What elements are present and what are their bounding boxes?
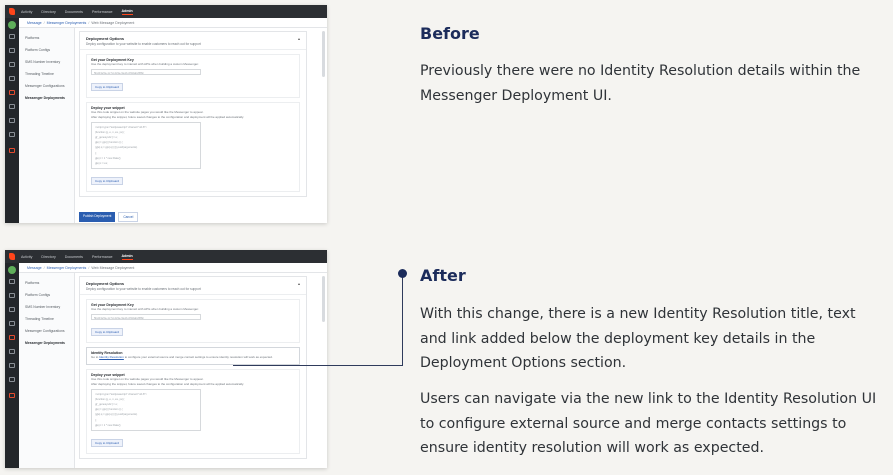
code-line: g[e].t = 1 * new Date(); bbox=[95, 423, 122, 427]
status-icon[interactable] bbox=[9, 393, 15, 398]
panel-description: Deploy configuration to your website to enable customers to reach out for support bbox=[86, 42, 201, 46]
inbox-icon[interactable] bbox=[9, 104, 15, 109]
nav-activity[interactable]: Activity bbox=[21, 254, 33, 259]
nav-directory[interactable]: Directory bbox=[41, 254, 56, 259]
scrollbar[interactable] bbox=[322, 276, 325, 322]
menu-item-messenger-deployments[interactable]: Messenger Deployments bbox=[25, 96, 65, 100]
genesys-logo-icon bbox=[9, 253, 15, 260]
snippet-section bbox=[86, 369, 300, 454]
breadcrumb-message[interactable]: Message bbox=[27, 20, 42, 25]
nav-documents[interactable]: Documents bbox=[64, 9, 83, 14]
snippet-section bbox=[86, 102, 300, 192]
breadcrumb: Message / Messenger Deployments / Web Message Deployment bbox=[19, 263, 327, 273]
nav-activity[interactable]: Activity bbox=[21, 9, 33, 14]
code-line: g[e] = g[e] || function () { bbox=[95, 408, 123, 412]
phone-icon[interactable] bbox=[9, 62, 15, 67]
menu-item-platform-configs[interactable]: Platform Configs bbox=[25, 293, 51, 297]
key-description: Use the deployment key to interact with APIs when building a custom Messenger. bbox=[91, 307, 199, 311]
settings-icon[interactable] bbox=[9, 118, 15, 123]
admin-side-menu bbox=[19, 28, 75, 223]
callout-line bbox=[233, 365, 403, 366]
menu-item-threading[interactable]: Threading Timeline bbox=[25, 72, 54, 76]
snippet-code[interactable] bbox=[91, 389, 201, 431]
menu-item-sms-inventory[interactable]: SMS Number Inventory bbox=[25, 60, 61, 64]
left-rail bbox=[5, 18, 19, 223]
menu-item-sms-inventory[interactable]: SMS Number Inventory bbox=[25, 305, 61, 309]
copy-key-button[interactable]: Copy to Clipboard bbox=[91, 83, 123, 91]
top-navigation bbox=[5, 250, 327, 263]
deployment-key-field[interactable]: 5b2d3e5a-1c7d-4c9e-9a1b-0f3dab2f88c bbox=[91, 69, 201, 75]
panel-title: Deployment Options bbox=[86, 36, 125, 41]
callout-line-vertical bbox=[402, 273, 403, 366]
identity-resolution-title: Identity Resolution bbox=[91, 350, 123, 355]
nav-admin[interactable]: Admin bbox=[121, 8, 133, 13]
snippet-description: Use this code snippet on the website pages you would like the Messenger to appear. bbox=[91, 109, 204, 114]
key-description: Use the deployment key to interact with APIs when building a custom Messenger. bbox=[91, 62, 199, 66]
code-line: }; bbox=[95, 418, 97, 422]
after-screenshot bbox=[5, 250, 327, 468]
nav-performance[interactable]: Performance bbox=[91, 9, 113, 14]
copy-snippet-button[interactable]: Copy to Clipboard bbox=[91, 439, 123, 447]
key-title: Get your Deployment Key bbox=[91, 58, 134, 62]
avatar[interactable] bbox=[8, 21, 16, 29]
status-icon[interactable] bbox=[9, 148, 15, 153]
alert-icon[interactable] bbox=[9, 90, 15, 95]
after-text-2: Users can navigate via the new link to the Identity Resolution UI to configure external source and merge contacts settings to ensure identity resolution will work as expected. bbox=[420, 391, 877, 456]
breadcrumb-deployments[interactable]: Messenger Deployments bbox=[46, 265, 87, 270]
scrollbar[interactable] bbox=[322, 31, 325, 77]
code-line: g[e].c = es; bbox=[95, 162, 108, 166]
breadcrumb-current: Web Message Deployment bbox=[91, 265, 135, 270]
video-icon[interactable] bbox=[9, 76, 15, 81]
identity-resolution-text: Go to Identity Resolution to configure your external source and merge contact settings to ensure identity resolution will work as expected. bbox=[91, 354, 273, 359]
calendar-icon[interactable] bbox=[9, 377, 15, 382]
menu-item-platforms[interactable]: Platforms bbox=[25, 36, 40, 40]
star-icon[interactable] bbox=[9, 279, 15, 284]
panel-description: Deploy configuration to your website to enable customers to reach out for support bbox=[86, 287, 201, 291]
avatar[interactable] bbox=[8, 266, 16, 274]
chevron-up-icon[interactable]: ▴ bbox=[297, 36, 300, 41]
key-title: Get your Deployment Key bbox=[91, 303, 134, 307]
code-line: <script type="text/javascript" charset="utf-8"> bbox=[95, 125, 147, 129]
calendar-icon[interactable] bbox=[9, 132, 15, 137]
copy-key-button[interactable]: Copy to Clipboard bbox=[91, 328, 123, 336]
after-heading: After bbox=[420, 266, 466, 285]
code-line: }; bbox=[95, 151, 97, 155]
breadcrumb-current: Web Message Deployment bbox=[91, 20, 135, 25]
before-text: Previously there were no Identity Resolution details within the Messenger Deployment UI. bbox=[420, 63, 861, 104]
after-text-1: With this change, there is a new Identity Resolution title, text and link added below the deployment key details in the Deployment Options section. bbox=[420, 306, 856, 371]
nav-admin[interactable]: Admin bbox=[121, 253, 133, 258]
menu-item-messenger-configs[interactable]: Messenger Configurations bbox=[25, 84, 65, 88]
code-line: g['_genesysJs'] = e; bbox=[95, 136, 118, 140]
nav-documents[interactable]: Documents bbox=[64, 254, 83, 259]
chat-icon[interactable] bbox=[9, 293, 15, 298]
before-screenshot bbox=[5, 5, 327, 223]
menu-item-threading[interactable]: Threading Timeline bbox=[25, 317, 54, 321]
panel-title: Deployment Options bbox=[86, 281, 125, 286]
identity-resolution-section bbox=[86, 347, 300, 365]
code-line: (g[e].q = g[e].q || []).push(arguments) bbox=[95, 146, 138, 150]
menu-item-platform-configs[interactable]: Platform Configs bbox=[25, 48, 51, 52]
top-navigation bbox=[5, 5, 327, 18]
code-line: g[e].t = 1 * new Date(); bbox=[95, 156, 122, 160]
deployment-key-field[interactable]: 5b2d3e5a-1c7d-4c9e-9a1b-0f3dab2f88c bbox=[91, 314, 201, 320]
snippet-title: Deploy your snippet bbox=[91, 105, 125, 110]
nav-performance[interactable]: Performance bbox=[91, 254, 113, 259]
code-line: g[e] = g[e] || function () { bbox=[95, 141, 123, 145]
video-icon[interactable] bbox=[9, 321, 15, 326]
cancel-button[interactable]: Cancel bbox=[118, 212, 138, 222]
snippet-code[interactable] bbox=[91, 122, 201, 170]
snippet-description-2: After deploying the snippet, future saved changes to the configuration and deployment will be applied automatically. bbox=[91, 114, 245, 119]
copy-snippet-button[interactable]: Copy to Clipboard bbox=[91, 177, 123, 185]
code-line: <script type="text/javascript" charset="utf-8"> bbox=[95, 392, 147, 396]
admin-side-menu bbox=[19, 273, 75, 468]
menu-item-platforms[interactable]: Platforms bbox=[25, 281, 40, 285]
code-line: (g[e].q = g[e].q || []).push(arguments) bbox=[95, 413, 138, 417]
star-icon[interactable] bbox=[9, 34, 15, 39]
snippet-description: Use this code snippet on the website pages you would like the Messenger to appear. bbox=[91, 376, 204, 381]
genesys-logo-icon bbox=[9, 8, 15, 15]
deployment-options-panel bbox=[79, 276, 307, 459]
snippet-description-2: After deploying the snippet, future saved changes to the configuration and deployment will be applied automatically. bbox=[91, 381, 245, 386]
code-line: (function (g, e, n, es, ys) { bbox=[95, 397, 125, 401]
publish-deployment-button[interactable]: Publish Deployment bbox=[79, 212, 115, 222]
inbox-icon[interactable] bbox=[9, 349, 15, 354]
code-line: (function (g, e, n, es, ys) { bbox=[95, 130, 125, 134]
snippet-title: Deploy your snippet bbox=[91, 372, 125, 377]
menu-item-messenger-configs[interactable]: Messenger Configurations bbox=[25, 329, 65, 333]
panel-footer bbox=[79, 212, 138, 222]
alert-icon[interactable] bbox=[9, 335, 15, 340]
breadcrumb: Message / Messenger Deployments / Web Message Deployment bbox=[19, 18, 327, 28]
callout-dot-icon bbox=[398, 269, 407, 278]
breadcrumb-message[interactable]: Message bbox=[27, 265, 42, 270]
deployment-key-section bbox=[86, 299, 300, 343]
deployment-options-panel bbox=[79, 31, 307, 197]
settings-icon[interactable] bbox=[9, 363, 15, 368]
chevron-up-icon[interactable]: ▴ bbox=[297, 281, 300, 286]
deployment-key-section bbox=[86, 54, 300, 98]
identity-resolution-link[interactable]: Identity Resolution bbox=[99, 354, 124, 359]
left-rail bbox=[5, 263, 19, 468]
menu-item-messenger-deployments[interactable]: Messenger Deployments bbox=[25, 341, 65, 345]
code-line: g['_genesysJs'] = e; bbox=[95, 402, 118, 406]
chat-icon[interactable] bbox=[9, 48, 15, 53]
breadcrumb-deployments[interactable]: Messenger Deployments bbox=[46, 20, 87, 25]
phone-icon[interactable] bbox=[9, 307, 15, 312]
nav-directory[interactable]: Directory bbox=[41, 9, 56, 14]
before-heading: Before bbox=[420, 24, 480, 43]
